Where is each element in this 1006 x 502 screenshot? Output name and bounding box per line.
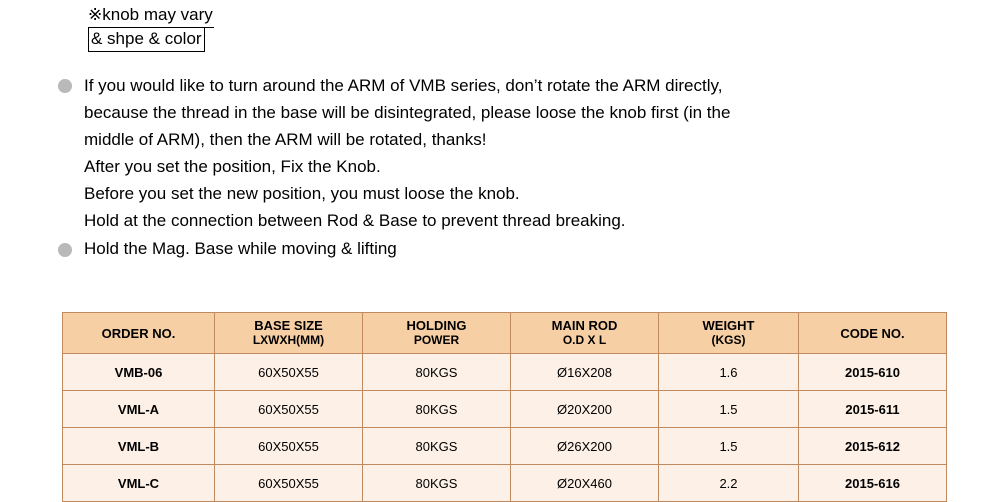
cell-main-rod: Ø20X460 bbox=[511, 465, 659, 502]
column-header-main: CODE NO. bbox=[840, 325, 905, 341]
cell-base-size: 60X50X55 bbox=[215, 428, 363, 465]
instruction-line: because the thread in the base will be disintegrated, please loose the knob first (in the bbox=[84, 103, 731, 122]
cell-main-rod: Ø16X208 bbox=[511, 354, 659, 391]
cell-holding-power: 80KGS bbox=[363, 428, 511, 465]
table-row bbox=[63, 391, 947, 428]
cell-order-no: VML-B bbox=[63, 428, 215, 465]
column-header-weight bbox=[659, 313, 799, 354]
instruction-line: middle of ARM), then the ARM will be rotated, thanks! bbox=[84, 130, 487, 149]
instruction-line: Hold the Mag. Base while moving & lifting bbox=[84, 239, 397, 258]
cell-code-no: 2015-611 bbox=[799, 391, 947, 428]
column-header-sub: (KGS) bbox=[711, 333, 746, 347]
column-header-main: WEIGHT bbox=[702, 318, 755, 333]
cell-code-no: 2015-616 bbox=[799, 465, 947, 502]
cell-base-size: 60X50X55 bbox=[215, 391, 363, 428]
table-row bbox=[63, 465, 947, 502]
cell-main-rod: Ø20X200 bbox=[511, 391, 659, 428]
column-header-main-rod bbox=[511, 313, 659, 354]
cell-base-size: 60X50X55 bbox=[215, 354, 363, 391]
cell-order-no: VMB-06 bbox=[63, 354, 215, 391]
instruction-line: Before you set the new position, you must loose the knob. bbox=[84, 184, 520, 203]
column-header-code-no bbox=[799, 313, 947, 354]
column-header-order-no bbox=[63, 313, 215, 354]
column-header-sub: LXWXH(MM) bbox=[252, 333, 325, 347]
knob-note-line-2: & shpe & color bbox=[88, 28, 205, 52]
cell-weight: 1.5 bbox=[659, 391, 799, 428]
column-header-main: ORDER NO. bbox=[101, 325, 176, 341]
cell-code-no: 2015-612 bbox=[799, 428, 947, 465]
specification-table bbox=[62, 312, 947, 502]
cell-weight: 2.2 bbox=[659, 465, 799, 502]
instruction-text-2 bbox=[84, 236, 397, 262]
instruction-text-1 bbox=[84, 72, 730, 234]
column-header-holding-power bbox=[363, 313, 511, 354]
knob-note bbox=[88, 4, 214, 52]
list-item bbox=[58, 72, 938, 234]
cell-code-no: 2015-610 bbox=[799, 354, 947, 391]
column-header-main: BASE SIZE bbox=[254, 318, 323, 333]
cell-holding-power: 80KGS bbox=[363, 465, 511, 502]
column-header-sub: POWER bbox=[413, 333, 460, 347]
cell-holding-power: 80KGS bbox=[363, 354, 511, 391]
table-header-row bbox=[63, 313, 947, 354]
cell-base-size: 60X50X55 bbox=[215, 465, 363, 502]
cell-main-rod: Ø26X200 bbox=[511, 428, 659, 465]
column-header-base-size bbox=[215, 313, 363, 354]
cell-weight: 1.5 bbox=[659, 428, 799, 465]
instructions-list bbox=[58, 72, 938, 262]
cell-weight: 1.6 bbox=[659, 354, 799, 391]
column-header-main: MAIN ROD bbox=[551, 318, 618, 333]
bullet-dot-icon bbox=[58, 243, 72, 257]
column-header-sub: O.D X L bbox=[562, 333, 607, 347]
column-header-main: HOLDING bbox=[406, 318, 467, 333]
knob-note-line-1: ※knob may vary bbox=[88, 4, 214, 28]
instruction-line: After you set the position, Fix the Knob. bbox=[84, 157, 381, 176]
instruction-line: Hold at the connection between Rod & Base to prevent thread breaking. bbox=[84, 211, 626, 230]
table-row bbox=[63, 428, 947, 465]
table-row bbox=[63, 354, 947, 391]
bullet-dot-icon bbox=[58, 79, 72, 93]
cell-order-no: VML-C bbox=[63, 465, 215, 502]
instruction-line: If you would like to turn around the ARM of VMB series, don’t rotate the ARM directly, bbox=[84, 76, 723, 95]
list-item bbox=[58, 236, 938, 262]
cell-holding-power: 80KGS bbox=[363, 391, 511, 428]
cell-order-no: VML-A bbox=[63, 391, 215, 428]
